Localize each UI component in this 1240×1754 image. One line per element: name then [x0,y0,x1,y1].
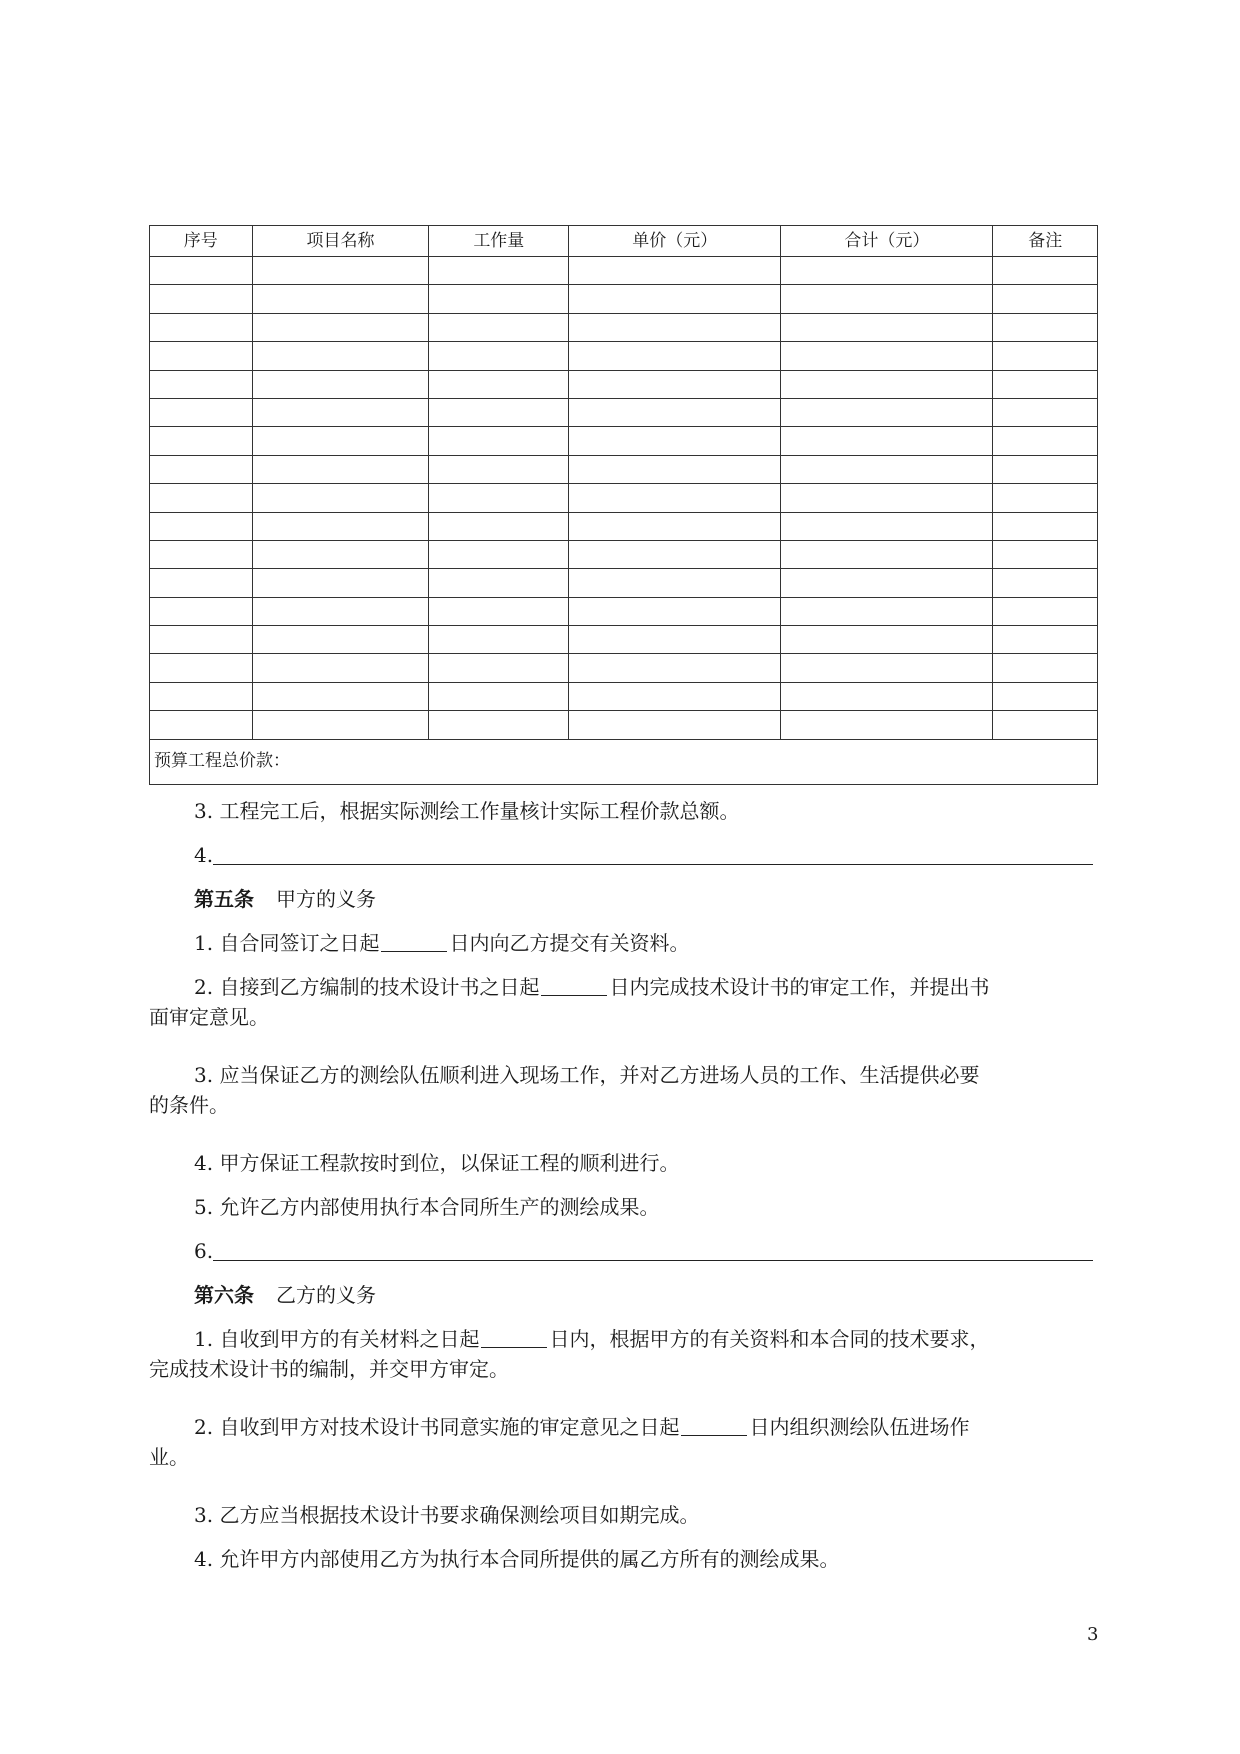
table-cell[interactable] [150,540,253,568]
table-row [150,398,1098,426]
page-number: 3 [1087,1624,1099,1645]
table-cell[interactable] [429,512,569,540]
table-row [150,597,1098,625]
table-cell[interactable] [569,540,781,568]
table-cell[interactable] [150,512,253,540]
table-cell[interactable] [150,682,253,710]
article-5-item-1 [149,921,1098,965]
article-5-item-3: 3. 应当保证乙方的测绘队伍顺利进入现场工作，并对乙方进场人员的工作、生活提供必要 [194,1063,980,1087]
table-cell[interactable] [429,427,569,455]
item-text: 日内，根据甲方的有关资料和本合同的技术要求， [549,1327,990,1351]
article-6-item-2-continued: 业。 [149,1445,189,1469]
item-text: 1. 自收到甲方的有关材料之日起 [194,1327,480,1351]
table-cell[interactable] [252,540,429,568]
table-cell[interactable] [429,257,569,285]
table-cell[interactable] [252,313,429,341]
table-cell[interactable] [429,597,569,625]
table-row [150,257,1098,285]
table-cell[interactable] [993,654,1098,682]
table-cell[interactable] [252,654,429,682]
table-cell[interactable] [569,711,781,739]
table-cell[interactable] [781,257,993,285]
table-cell[interactable] [252,626,429,654]
table-cell[interactable] [150,654,253,682]
table-cell[interactable] [150,597,253,625]
table-row [150,484,1098,512]
table-cell[interactable] [993,342,1098,370]
clause-number: 4. [194,843,214,867]
article-6-heading [149,1273,1098,1317]
table-cell[interactable] [781,398,993,426]
article-5-heading [149,877,1098,921]
column-header-remarks: 备注 [993,226,1098,257]
table-cell[interactable] [252,682,429,710]
column-header-total: 合计（元） [781,226,993,257]
table-cell[interactable] [569,512,781,540]
table-cell[interactable] [429,540,569,568]
table-cell[interactable] [150,569,253,597]
article-5-item-2-continued: 面审定意见。 [149,1005,269,1029]
item-text: 2. 自收到甲方对技术设计书同意实施的审定意见之日起 [194,1415,680,1439]
table-cell[interactable] [993,285,1098,313]
table-cell[interactable] [150,342,253,370]
table-cell[interactable] [569,285,781,313]
days-blank[interactable] [681,1417,747,1436]
table-cell[interactable] [993,313,1098,341]
table-cell[interactable] [429,455,569,483]
table-cell[interactable] [429,654,569,682]
table-cell[interactable] [781,427,993,455]
table-cell[interactable] [150,455,253,483]
table-cell[interactable] [150,711,253,739]
table-cell[interactable] [781,484,993,512]
item-text: 日内完成技术设计书的审定工作，并提出书 [609,975,990,999]
table-cell[interactable] [993,597,1098,625]
item-text: 日内组织测绘队伍进场作 [749,1415,970,1439]
table-row [150,342,1098,370]
table-cell[interactable] [781,626,993,654]
table-row [150,427,1098,455]
item-text: 日内向乙方提交有关资料。 [449,931,690,955]
budget-table [149,225,1098,785]
article-5-title: 第五条 [194,887,254,911]
table-cell[interactable] [993,257,1098,285]
table-cell[interactable] [569,257,781,285]
table-cell[interactable] [781,711,993,739]
table-cell[interactable] [150,398,253,426]
table-row [150,512,1098,540]
table-cell[interactable] [781,597,993,625]
article-6-item-1-continued: 完成技术设计书的编制，并交甲方审定。 [149,1357,509,1381]
article-5-item-5: 5. 允许乙方内部使用执行本合同所生产的测绘成果。 [194,1195,660,1219]
table-cell[interactable] [781,540,993,568]
table-row [150,711,1098,739]
article-5-item-2 [149,965,1098,1009]
table-body [150,257,1098,740]
table-cell[interactable] [569,569,781,597]
table-cell[interactable] [150,257,253,285]
item-text: 1. 自合同签订之日起 [194,931,380,955]
table-cell[interactable] [993,682,1098,710]
table-cell[interactable] [150,285,253,313]
table-cell[interactable] [252,711,429,739]
table-cell[interactable] [993,540,1098,568]
table-row [150,285,1098,313]
table-cell[interactable] [252,398,429,426]
table-cell[interactable] [781,342,993,370]
table-cell[interactable] [429,711,569,739]
article-6-item-3: 3. 乙方应当根据技术设计书要求确保测绘项目如期完成。 [194,1503,700,1527]
table-cell[interactable] [993,512,1098,540]
table-cell[interactable] [252,455,429,483]
article-5-item-6 [149,1229,1098,1273]
table-cell[interactable] [781,569,993,597]
clause-4-4 [149,833,1098,877]
table-cell[interactable] [429,484,569,512]
table-cell[interactable] [252,285,429,313]
table-cell[interactable] [252,427,429,455]
days-blank[interactable] [541,977,607,996]
article-6-subject: 乙方的义务 [276,1283,376,1307]
table-cell[interactable] [993,427,1098,455]
table-row [150,313,1098,341]
item-text: 2. 自接到乙方编制的技术设计书之日起 [194,975,540,999]
clause-number: 6. [194,1239,214,1263]
article-5-subject: 甲方的义务 [276,887,376,911]
table-cell[interactable] [252,257,429,285]
table-cell[interactable] [429,313,569,341]
table-cell[interactable] [993,455,1098,483]
article-6-item-4: 4. 允许甲方内部使用乙方为执行本合同所提供的属乙方所有的测绘成果。 [194,1547,840,1571]
table-cell[interactable] [569,398,781,426]
table-cell[interactable] [781,512,993,540]
article-5-item-3-continued: 的条件。 [149,1093,229,1117]
table-cell[interactable] [569,370,781,398]
table-row [150,455,1098,483]
article-5-item-4: 4. 甲方保证工程款按时到位，以保证工程的顺利进行。 [194,1151,680,1175]
table-row [150,626,1098,654]
table-cell[interactable] [993,370,1098,398]
table-cell[interactable] [252,512,429,540]
table-cell[interactable] [252,484,429,512]
table-cell[interactable] [569,484,781,512]
table-row [150,654,1098,682]
table-cell[interactable] [150,313,253,341]
table-cell[interactable] [569,654,781,682]
table-cell[interactable] [781,370,993,398]
table-cell[interactable] [150,427,253,455]
column-header-item-name: 项目名称 [252,226,429,257]
column-header-workload: 工作量 [429,226,569,257]
table-cell[interactable] [569,455,781,483]
table-cell[interactable] [993,569,1098,597]
days-blank[interactable] [381,933,447,952]
table-cell[interactable] [569,342,781,370]
table-row [150,569,1098,597]
fill-in-blank-line[interactable] [213,1240,1093,1261]
column-header-serial: 序号 [150,226,253,257]
fill-in-blank-line[interactable] [213,844,1093,865]
column-header-unit-price: 单价（元） [569,226,781,257]
table-cell[interactable] [150,484,253,512]
table-cell[interactable] [781,654,993,682]
table-cell[interactable] [781,455,993,483]
table-cell[interactable] [252,370,429,398]
table-cell[interactable] [569,597,781,625]
table-cell[interactable] [429,285,569,313]
table-cell[interactable] [429,626,569,654]
table-cell[interactable] [150,626,253,654]
table-cell[interactable] [252,569,429,597]
table-cell[interactable] [993,484,1098,512]
table-cell[interactable] [252,597,429,625]
table-cell[interactable] [252,342,429,370]
article-6-title: 第六条 [194,1283,254,1307]
table-cell[interactable] [993,626,1098,654]
table-row [150,540,1098,568]
table-row [150,370,1098,398]
table-cell[interactable] [569,427,781,455]
table-cell[interactable] [781,682,993,710]
table-cell[interactable] [781,313,993,341]
table-cell[interactable] [569,626,781,654]
total-row [150,739,1098,784]
table-cell[interactable] [429,398,569,426]
table-row [150,682,1098,710]
table-cell[interactable] [781,285,993,313]
article-6-item-2 [149,1405,1098,1449]
table-cell[interactable] [150,370,253,398]
total-price-label: 预算工程总价款： [150,739,1098,784]
table-header-row [150,226,1098,257]
table-cell[interactable] [569,682,781,710]
days-blank[interactable] [481,1329,547,1348]
table-cell[interactable] [429,569,569,597]
table-cell[interactable] [993,398,1098,426]
table-cell[interactable] [429,342,569,370]
clause-4-3: 3. 工程完工后，根据实际测绘工作量核计实际工程价款总额。 [194,799,740,823]
table-cell[interactable] [569,313,781,341]
table-cell[interactable] [993,711,1098,739]
table-cell[interactable] [429,370,569,398]
table-cell[interactable] [429,682,569,710]
